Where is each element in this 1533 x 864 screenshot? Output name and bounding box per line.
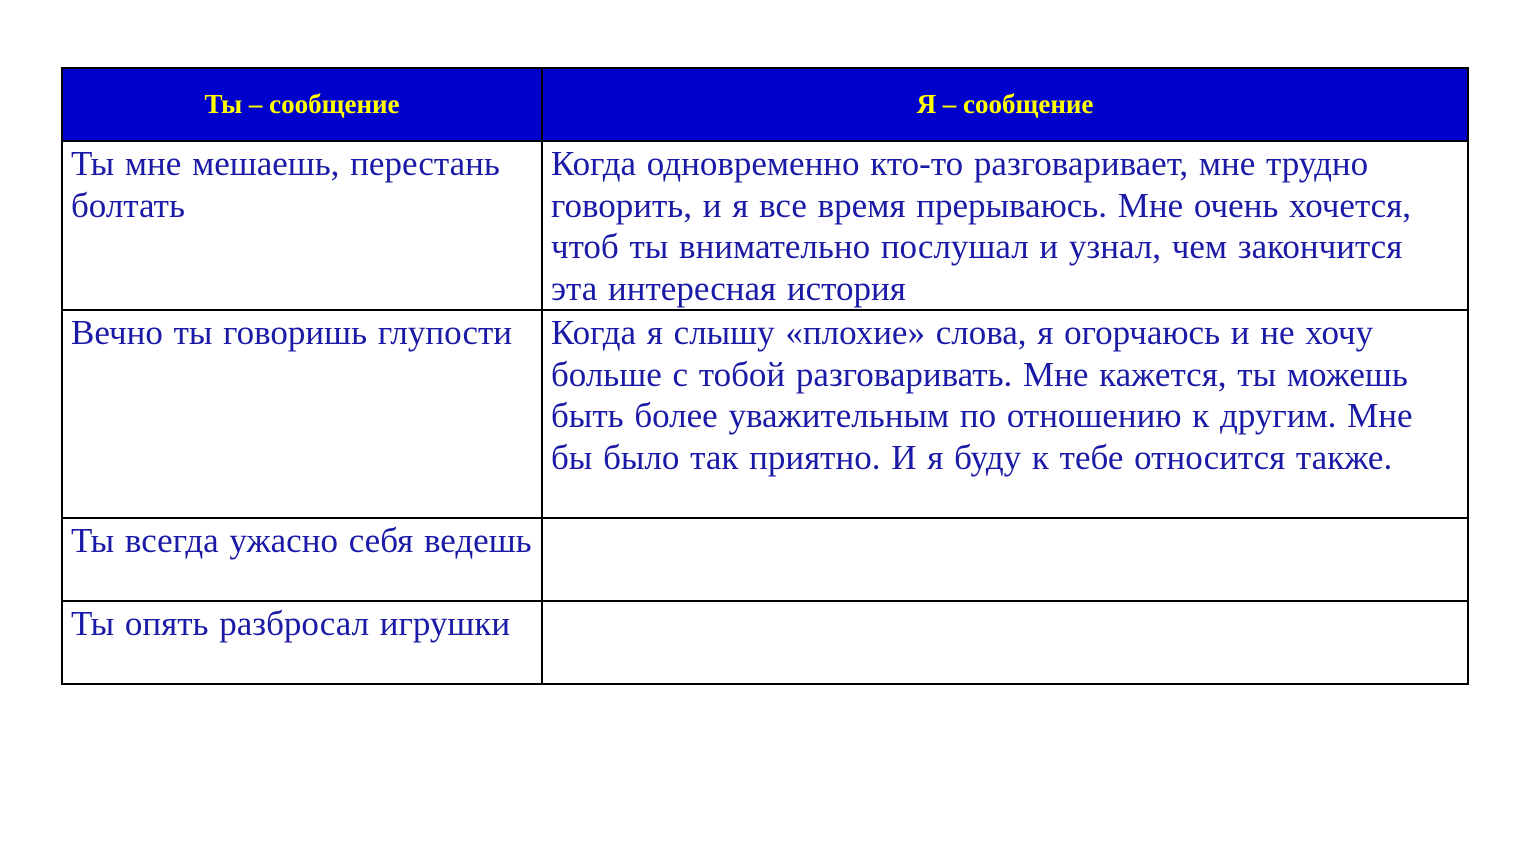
you-message-text: Вечно ты говоришь глупости	[71, 313, 513, 352]
i-message-text: Когда я слышу «плохие» слова, я огорчаюсь и не хочу больше с тобой разговаривать. Мне кажется, ты можешь быть более уважительным по отношению к другим. Мне бы было так приятно. И я буду к тебе относится также.	[551, 313, 1413, 477]
table-row	[62, 518, 1468, 601]
i-message-cell	[542, 310, 1468, 518]
i-message-cell	[542, 601, 1468, 684]
header-you-message: Ты – сообщение	[62, 68, 542, 141]
you-message-cell	[62, 141, 542, 310]
you-message-text: Ты всегда ужасно себя ведешь	[71, 521, 532, 560]
table-header-row	[62, 68, 1468, 141]
i-message-text: Когда одновременно кто-то разговаривает, мне трудно говорить, и я все время прерываюсь. Мне очень хочется, чтоб ты внимательно послушал и узнал, чем закончится эта интересная история	[551, 144, 1412, 308]
table-row	[62, 601, 1468, 684]
header-i-message: Я – сообщение	[542, 68, 1468, 141]
i-message-cell	[542, 141, 1468, 310]
you-message-text: Ты мне мешаешь, перестань болтать	[71, 144, 500, 225]
i-message-cell	[542, 518, 1468, 601]
you-message-text: Ты опять разбросал игрушки	[71, 604, 511, 643]
you-message-cell	[62, 601, 542, 684]
you-message-cell	[62, 518, 542, 601]
table-row	[62, 141, 1468, 310]
messages-table	[61, 67, 1469, 685]
table-row	[62, 310, 1468, 518]
you-message-cell	[62, 310, 542, 518]
